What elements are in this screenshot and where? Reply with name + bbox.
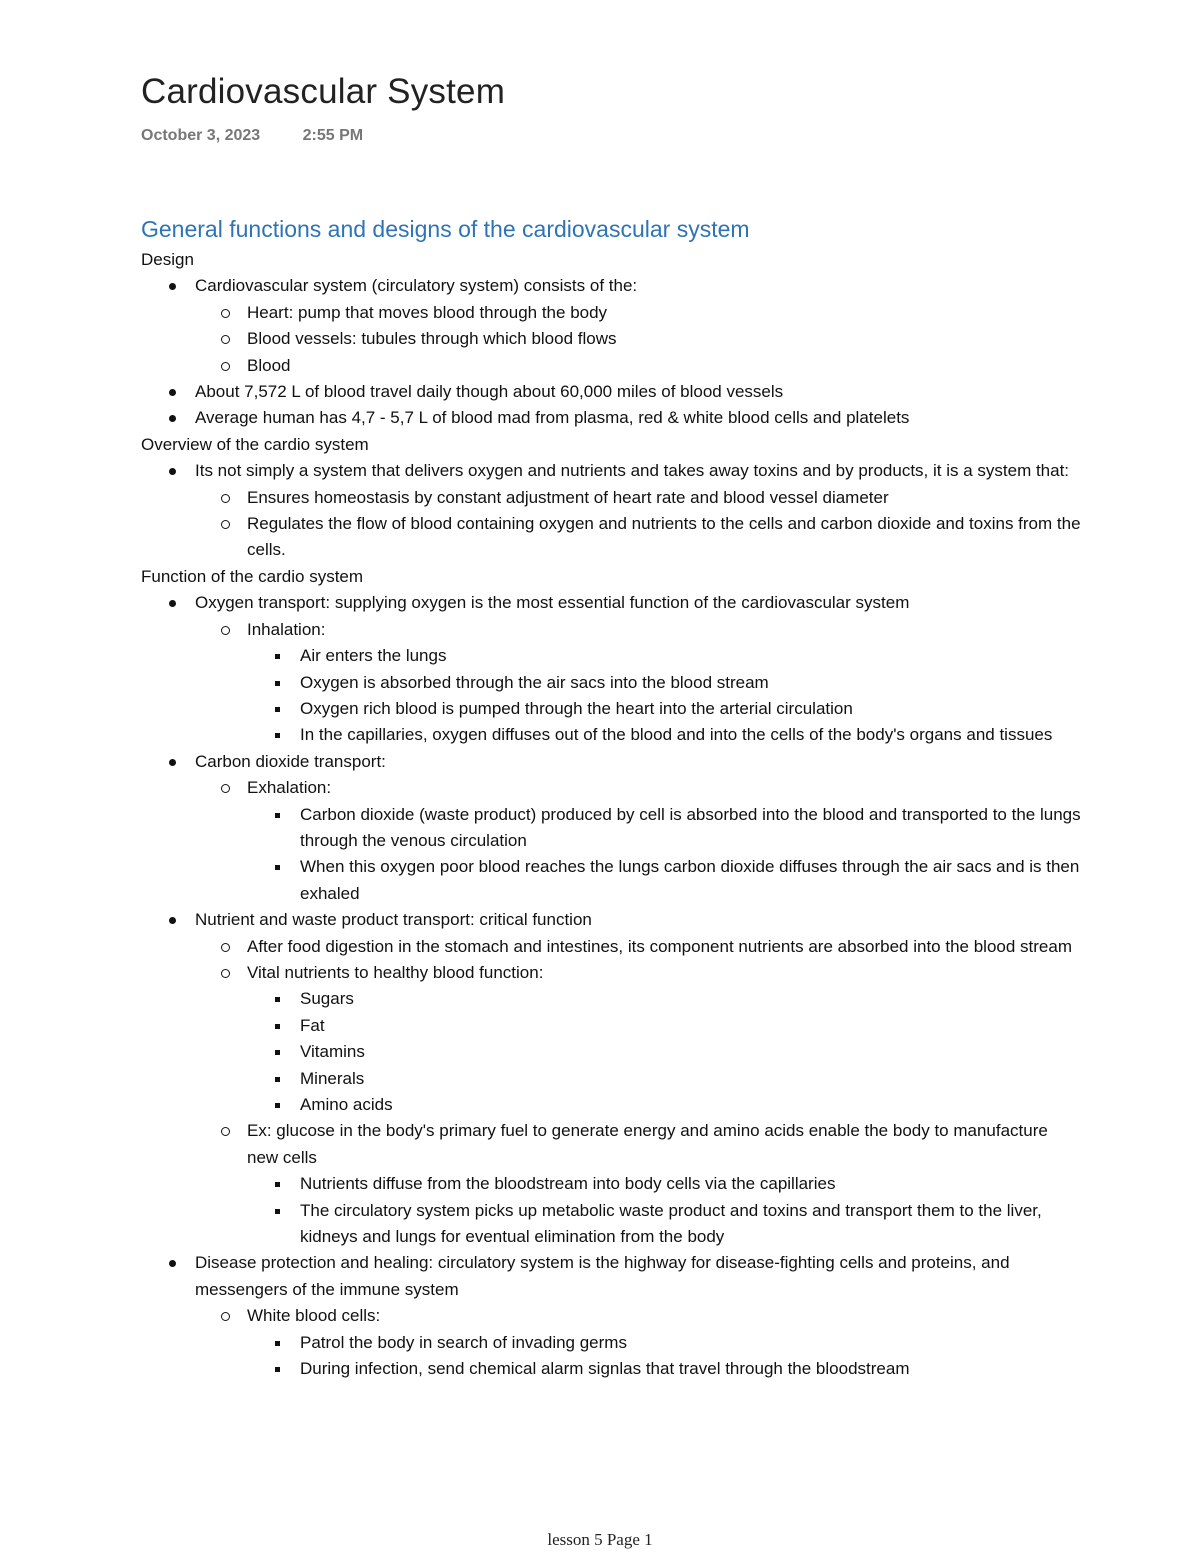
- square-bullet-icon: [275, 854, 280, 880]
- list-item: Oxygen is absorbed through the air sacs into the blood stream: [141, 670, 1081, 696]
- circle-bullet-icon: [221, 511, 230, 537]
- square-bullet-icon: [275, 696, 280, 722]
- square-bullet-icon: [275, 1013, 280, 1039]
- list-item: Ensures homeostasis by constant adjustment of heart rate and blood vessel diameter: [141, 485, 1081, 511]
- circle-bullet-icon: [221, 934, 230, 960]
- square-bullet-icon: [275, 722, 280, 748]
- bullet-icon: [169, 379, 176, 405]
- square-bullet-icon: [275, 986, 280, 1012]
- list-item: Ex: glucose in the body's primary fuel to generate energy and amino acids enable the body to manufacture new cells: [141, 1118, 1081, 1171]
- list-item: Blood vessels: tubules through which blood flows: [141, 326, 1081, 352]
- function-list: [141, 590, 1081, 1382]
- list-item: Sugars: [141, 986, 1081, 1012]
- list-item: Minerals: [141, 1066, 1081, 1092]
- square-bullet-icon: [275, 1356, 280, 1382]
- list-item: Carbon dioxide (waste product) produced by cell is absorbed into the blood and transported to the lungs through the venous circulation: [141, 802, 1081, 855]
- list-item: Exhalation:: [141, 775, 1081, 801]
- note-metadata: [141, 127, 363, 145]
- square-bullet-icon: [275, 643, 280, 669]
- list-item: Cardiovascular system (circulatory system) consists of the:: [141, 273, 1081, 299]
- list-item: About 7,572 L of blood travel daily though about 60,000 miles of blood vessels: [141, 379, 1081, 405]
- bullet-icon: [169, 273, 176, 299]
- list-item: Vitamins: [141, 1039, 1081, 1065]
- bullet-icon: [169, 749, 176, 775]
- list-item: Nutrients diffuse from the bloodstream into body cells via the capillaries: [141, 1171, 1081, 1197]
- list-item: When this oxygen poor blood reaches the lungs carbon dioxide diffuses through the air sacs and is then exhaled: [141, 854, 1081, 907]
- list-item: Fat: [141, 1013, 1081, 1039]
- square-bullet-icon: [275, 1330, 280, 1356]
- list-item: The circulatory system picks up metabolic waste product and toxins and transport them to the liver, kidneys and lungs for eventual elimination from the body: [141, 1198, 1081, 1251]
- list-item: Its not simply a system that delivers oxygen and nutrients and takes away toxins and by products, it is a system that:: [141, 458, 1081, 484]
- list-item: Disease protection and healing: circulatory system is the highway for disease-fighting cells and proteins, and messengers of the immune system: [141, 1250, 1081, 1303]
- circle-bullet-icon: [221, 960, 230, 986]
- list-item: Vital nutrients to healthy blood function:: [141, 960, 1081, 986]
- circle-bullet-icon: [221, 1303, 230, 1329]
- list-item: Air enters the lungs: [141, 643, 1081, 669]
- bullet-icon: [169, 458, 176, 484]
- bullet-icon: [169, 405, 176, 431]
- list-item: Regulates the flow of blood containing oxygen and nutrients to the cells and carbon dioxide and toxins from the cells.: [141, 511, 1081, 564]
- page-title: Cardiovascular System: [141, 72, 506, 111]
- list-item: After food digestion in the stomach and intestines, its component nutrients are absorbed into the blood stream: [141, 934, 1081, 960]
- circle-bullet-icon: [221, 353, 230, 379]
- list-item: Amino acids: [141, 1092, 1081, 1118]
- square-bullet-icon: [275, 802, 280, 828]
- square-bullet-icon: [275, 1039, 280, 1065]
- list-item: Oxygen transport: supplying oxygen is the most essential function of the cardiovascular system: [141, 590, 1081, 616]
- note-body: [141, 212, 1081, 1382]
- list-item: Oxygen rich blood is pumped through the heart into the arterial circulation: [141, 696, 1081, 722]
- list-item: Average human has 4,7 - 5,7 L of blood mad from plasma, red & white blood cells and platelets: [141, 405, 1081, 431]
- circle-bullet-icon: [221, 485, 230, 511]
- square-bullet-icon: [275, 1171, 280, 1197]
- bullet-icon: [169, 1250, 176, 1276]
- list-item: Blood: [141, 353, 1081, 379]
- bullet-icon: [169, 907, 176, 933]
- page-footer: lesson 5 Page 1: [547, 1530, 653, 1549]
- list-item: Carbon dioxide transport:: [141, 749, 1081, 775]
- square-bullet-icon: [275, 1198, 280, 1224]
- list-item: Inhalation:: [141, 617, 1081, 643]
- circle-bullet-icon: [221, 775, 230, 801]
- circle-bullet-icon: [221, 300, 230, 326]
- square-bullet-icon: [275, 1066, 280, 1092]
- list-item: In the capillaries, oxygen diffuses out of the blood and into the cells of the body's organs and tissues: [141, 722, 1081, 748]
- list-item: White blood cells:: [141, 1303, 1081, 1329]
- list-item: During infection, send chemical alarm signlas that travel through the bloodstream: [141, 1356, 1081, 1382]
- circle-bullet-icon: [221, 617, 230, 643]
- bullet-icon: [169, 590, 176, 616]
- square-bullet-icon: [275, 670, 280, 696]
- function-label: Function of the cardio system: [141, 566, 364, 586]
- circle-bullet-icon: [221, 326, 230, 352]
- note-date: October 3, 2023: [141, 127, 261, 144]
- square-bullet-icon: [275, 1092, 280, 1118]
- note-time: 2:55 PM: [302, 127, 364, 144]
- design-label: Design: [141, 250, 194, 269]
- design-list: [141, 273, 1081, 431]
- overview-label: Overview of the cardio system: [141, 434, 369, 454]
- list-item: Nutrient and waste product transport: critical function: [141, 907, 1081, 933]
- circle-bullet-icon: [221, 1118, 230, 1144]
- section-heading: General functions and designs of the cardiovascular system: [141, 216, 750, 242]
- overview-list: [141, 458, 1081, 564]
- list-item: Heart: pump that moves blood through the body: [141, 300, 1081, 326]
- list-item: Patrol the body in search of invading germs: [141, 1330, 1081, 1356]
